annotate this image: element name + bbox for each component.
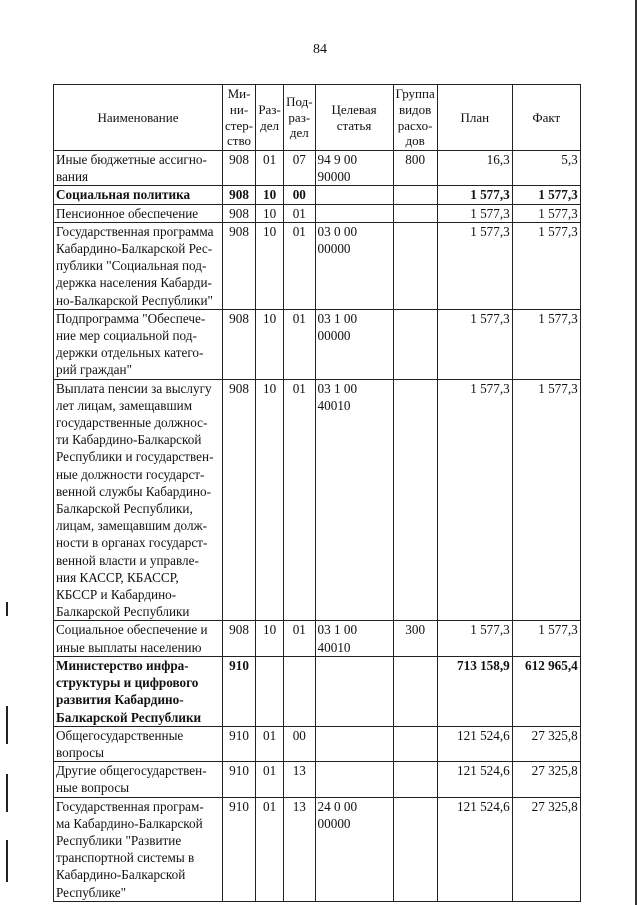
- cell-target: 03 1 00 40010: [315, 379, 393, 621]
- header-target: [315, 85, 393, 151]
- cell-ministry: 910: [223, 656, 256, 726]
- table-row: [54, 379, 581, 621]
- cell-plan: 16,3: [437, 151, 512, 186]
- cell-ministry: 908: [223, 151, 256, 186]
- cell-section: 01: [256, 797, 284, 901]
- cell-target: 94 9 00 90000: [315, 151, 393, 186]
- cell-name: Общегосударственные вопросы: [54, 726, 223, 761]
- cell-name: Выплата пенсии за выслугу лет лицам, замещавшим государственные должнос- ти Кабардино-Балкарской Республики и государствен- ные должности государст- венной службы Кабардино- Балкарской Республики, лицам, замещавшим долж- ности в органах государст- венной власти и управле- ния КАССР, КБАССР, КБССР и Кабардино- Балкарской Республики: [54, 379, 223, 621]
- cell-ministry: 910: [223, 726, 256, 761]
- cell-fact: 1 577,3: [512, 309, 580, 379]
- cell-subsection: 01: [284, 222, 315, 309]
- cell-fact: 612 965,4: [512, 656, 580, 726]
- cell-group: [393, 309, 437, 379]
- cell-name: Другие общегосударствен- ные вопросы: [54, 762, 223, 797]
- cell-section: 10: [256, 204, 284, 222]
- cell-section: 10: [256, 222, 284, 309]
- cell-group: [393, 726, 437, 761]
- cell-fact: 5,3: [512, 151, 580, 186]
- cell-ministry: 908: [223, 621, 256, 656]
- cell-section: 10: [256, 379, 284, 621]
- margin-mark: [6, 602, 8, 616]
- header-plan: [437, 85, 512, 151]
- cell-section: [256, 656, 284, 726]
- cell-ministry: 908: [223, 186, 256, 204]
- table-row: [54, 797, 581, 901]
- cell-ministry: 908: [223, 379, 256, 621]
- cell-subsection: 13: [284, 797, 315, 901]
- cell-plan: 121 524,6: [437, 726, 512, 761]
- header-ministry: [223, 85, 256, 151]
- cell-subsection: [284, 656, 315, 726]
- margin-mark: [6, 706, 8, 744]
- cell-subsection: 01: [284, 379, 315, 621]
- cell-fact: 1 577,3: [512, 621, 580, 656]
- cell-name: Государственная программа Кабардино-Балкарской Рес- публики "Социальная под- держка населения Кабарди- но-Балкарской Республики": [54, 222, 223, 309]
- header-name-text: Наименование: [97, 109, 179, 125]
- cell-name: Государственная програм- ма Кабардино-Балкарской Республики "Развитие транспортной системы в Кабардино-Балкарской Республике": [54, 797, 223, 901]
- header-subsection: [284, 85, 315, 151]
- cell-fact: 27 325,8: [512, 797, 580, 901]
- header-name: [54, 85, 223, 151]
- cell-subsection: 00: [284, 186, 315, 204]
- cell-subsection: 00: [284, 726, 315, 761]
- cell-target: [315, 204, 393, 222]
- cell-ministry: 908: [223, 309, 256, 379]
- cell-section: 01: [256, 726, 284, 761]
- cell-name: Социальное обеспечение и иные выплаты населению: [54, 621, 223, 656]
- page-edge: [635, 0, 637, 905]
- table-row: [54, 762, 581, 797]
- cell-ministry: 908: [223, 204, 256, 222]
- cell-group: [393, 186, 437, 204]
- cell-group: [393, 762, 437, 797]
- cell-subsection: 01: [284, 621, 315, 656]
- header-fact-text: Факт: [532, 109, 561, 125]
- cell-ministry: 908: [223, 222, 256, 309]
- header-plan-text: План: [460, 109, 490, 125]
- cell-group: [393, 222, 437, 309]
- cell-section: 01: [256, 762, 284, 797]
- cell-plan: 1 577,3: [437, 186, 512, 204]
- table-row: [54, 222, 581, 309]
- cell-subsection: 13: [284, 762, 315, 797]
- cell-plan: 1 577,3: [437, 309, 512, 379]
- header-group-text: Группа видов расхо- дов: [395, 86, 435, 149]
- cell-subsection: 07: [284, 151, 315, 186]
- table-row: [54, 186, 581, 204]
- cell-target: [315, 762, 393, 797]
- cell-fact: 1 577,3: [512, 222, 580, 309]
- cell-plan: 1 577,3: [437, 222, 512, 309]
- cell-plan: 121 524,6: [437, 797, 512, 901]
- header-section-text: Раз- дел: [258, 101, 281, 133]
- table-row: [54, 151, 581, 186]
- cell-ministry: 910: [223, 762, 256, 797]
- cell-target: [315, 726, 393, 761]
- cell-target: [315, 186, 393, 204]
- cell-plan: 713 158,9: [437, 656, 512, 726]
- cell-group: [393, 379, 437, 621]
- budget-table: [53, 84, 581, 902]
- cell-name: Социальная политика: [54, 186, 223, 204]
- cell-group: 300: [393, 621, 437, 656]
- cell-plan: 1 577,3: [437, 621, 512, 656]
- table-row: [54, 726, 581, 761]
- margin-mark: [6, 840, 8, 882]
- cell-fact: 1 577,3: [512, 379, 580, 621]
- header-group: [393, 85, 437, 151]
- cell-plan: 1 577,3: [437, 204, 512, 222]
- cell-group: [393, 656, 437, 726]
- cell-name: Пенсионное обеспечение: [54, 204, 223, 222]
- cell-group: 800: [393, 151, 437, 186]
- header-target-text: Целевая статья: [331, 101, 377, 133]
- table-row: [54, 204, 581, 222]
- table-row: [54, 656, 581, 726]
- header-section: [256, 85, 284, 151]
- cell-plan: 121 524,6: [437, 762, 512, 797]
- cell-fact: 27 325,8: [512, 762, 580, 797]
- page-number: 84: [313, 42, 327, 57]
- cell-section: 10: [256, 309, 284, 379]
- header-ministry-text: Ми- ни- стер- ство: [225, 86, 254, 149]
- cell-section: 01: [256, 151, 284, 186]
- cell-name: Подпрограмма "Обеспече- ние мер социальной под- держки отдельных катего- рий граждан": [54, 309, 223, 379]
- table-row: [54, 621, 581, 656]
- cell-name: Иные бюджетные ассигно- вания: [54, 151, 223, 186]
- cell-fact: 27 325,8: [512, 726, 580, 761]
- header-fact: [512, 85, 580, 151]
- cell-ministry: 910: [223, 797, 256, 901]
- cell-target: [315, 656, 393, 726]
- cell-plan: 1 577,3: [437, 379, 512, 621]
- cell-group: [393, 204, 437, 222]
- cell-section: 10: [256, 621, 284, 656]
- cell-target: 03 0 00 00000: [315, 222, 393, 309]
- header-subsection-text: Под- раз- дел: [286, 94, 313, 141]
- cell-fact: 1 577,3: [512, 186, 580, 204]
- cell-group: [393, 797, 437, 901]
- cell-name: Министерство инфра- структуры и цифрового развития Кабардино- Балкарской Республики: [54, 656, 223, 726]
- cell-section: 10: [256, 186, 284, 204]
- table-header-row: [54, 85, 581, 151]
- cell-target: 24 0 00 00000: [315, 797, 393, 901]
- cell-target: 03 1 00 40010: [315, 621, 393, 656]
- table-row: [54, 309, 581, 379]
- cell-target: 03 1 00 00000: [315, 309, 393, 379]
- cell-fact: 1 577,3: [512, 204, 580, 222]
- cell-subsection: 01: [284, 309, 315, 379]
- cell-subsection: 01: [284, 204, 315, 222]
- margin-mark: [6, 774, 8, 812]
